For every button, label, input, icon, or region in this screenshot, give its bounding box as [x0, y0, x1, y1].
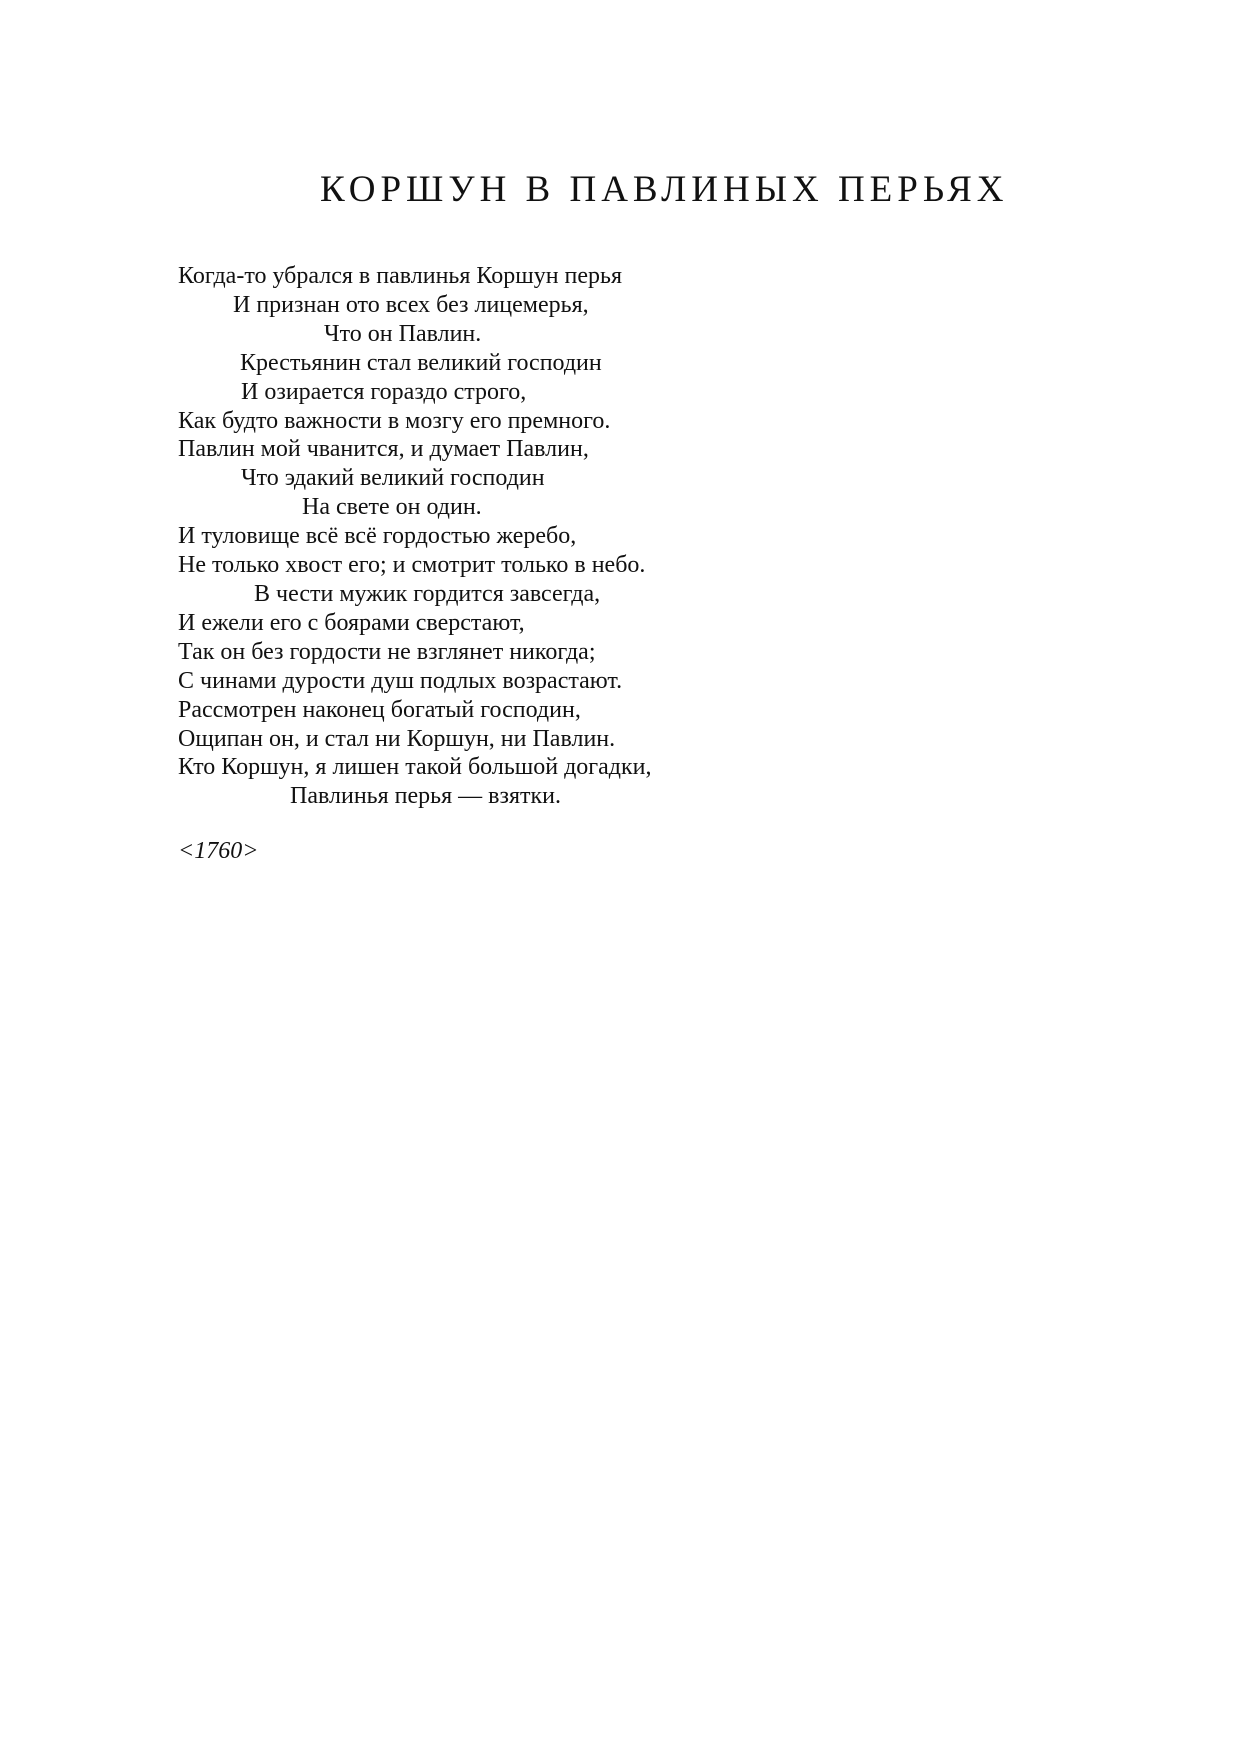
poem-line: В чести мужик гордится завсегда, [254, 580, 601, 607]
poem-title: КОРШУН В ПАВЛИНЫХ ПЕРЬЯХ [320, 169, 1009, 210]
poem-line: Кто Коршун, я лишен такой большой догадки, [178, 754, 652, 781]
poem-line: Что эдакий великий господин [241, 465, 545, 492]
poem-line: Крестьянин стал великий господин [240, 349, 602, 376]
poem-line: Павлинья перья — взятки. [290, 783, 561, 810]
poem-line: С чинами дурости душ подлых возрастают. [178, 667, 623, 694]
poem-line: Так он без гордости не взглянет никогда; [178, 638, 596, 665]
poem-line: На свете он один. [302, 494, 482, 521]
poem-line: Когда-то убрался в павлинья Коршун перья [178, 263, 623, 289]
poem-line: Рассмотрен наконец богатый господин, [178, 696, 581, 723]
poem-line: Что он Павлин. [324, 320, 482, 347]
poem-line: Ощипан он, и стал ни Коршун, ни Павлин. [178, 725, 616, 752]
poem-line: И озирается гораздо строго, [241, 378, 527, 405]
poem-line: Не только хвост его; и смотрит только в небо. [178, 552, 646, 579]
poem-line: И ежели его с боярами сверстают, [178, 609, 525, 636]
poem-body [178, 262, 652, 811]
poem-line: Павлин мой чванится, и думает Павлин, [178, 436, 589, 463]
poem-line: И признан ото всех без лицемерья, [233, 291, 589, 318]
poem-date: <1760> [178, 838, 259, 864]
poem-line: И туловище всё всё гордостью жеребо, [178, 523, 577, 550]
poem-line: Как будто важности в мозгу его премного. [178, 407, 611, 434]
